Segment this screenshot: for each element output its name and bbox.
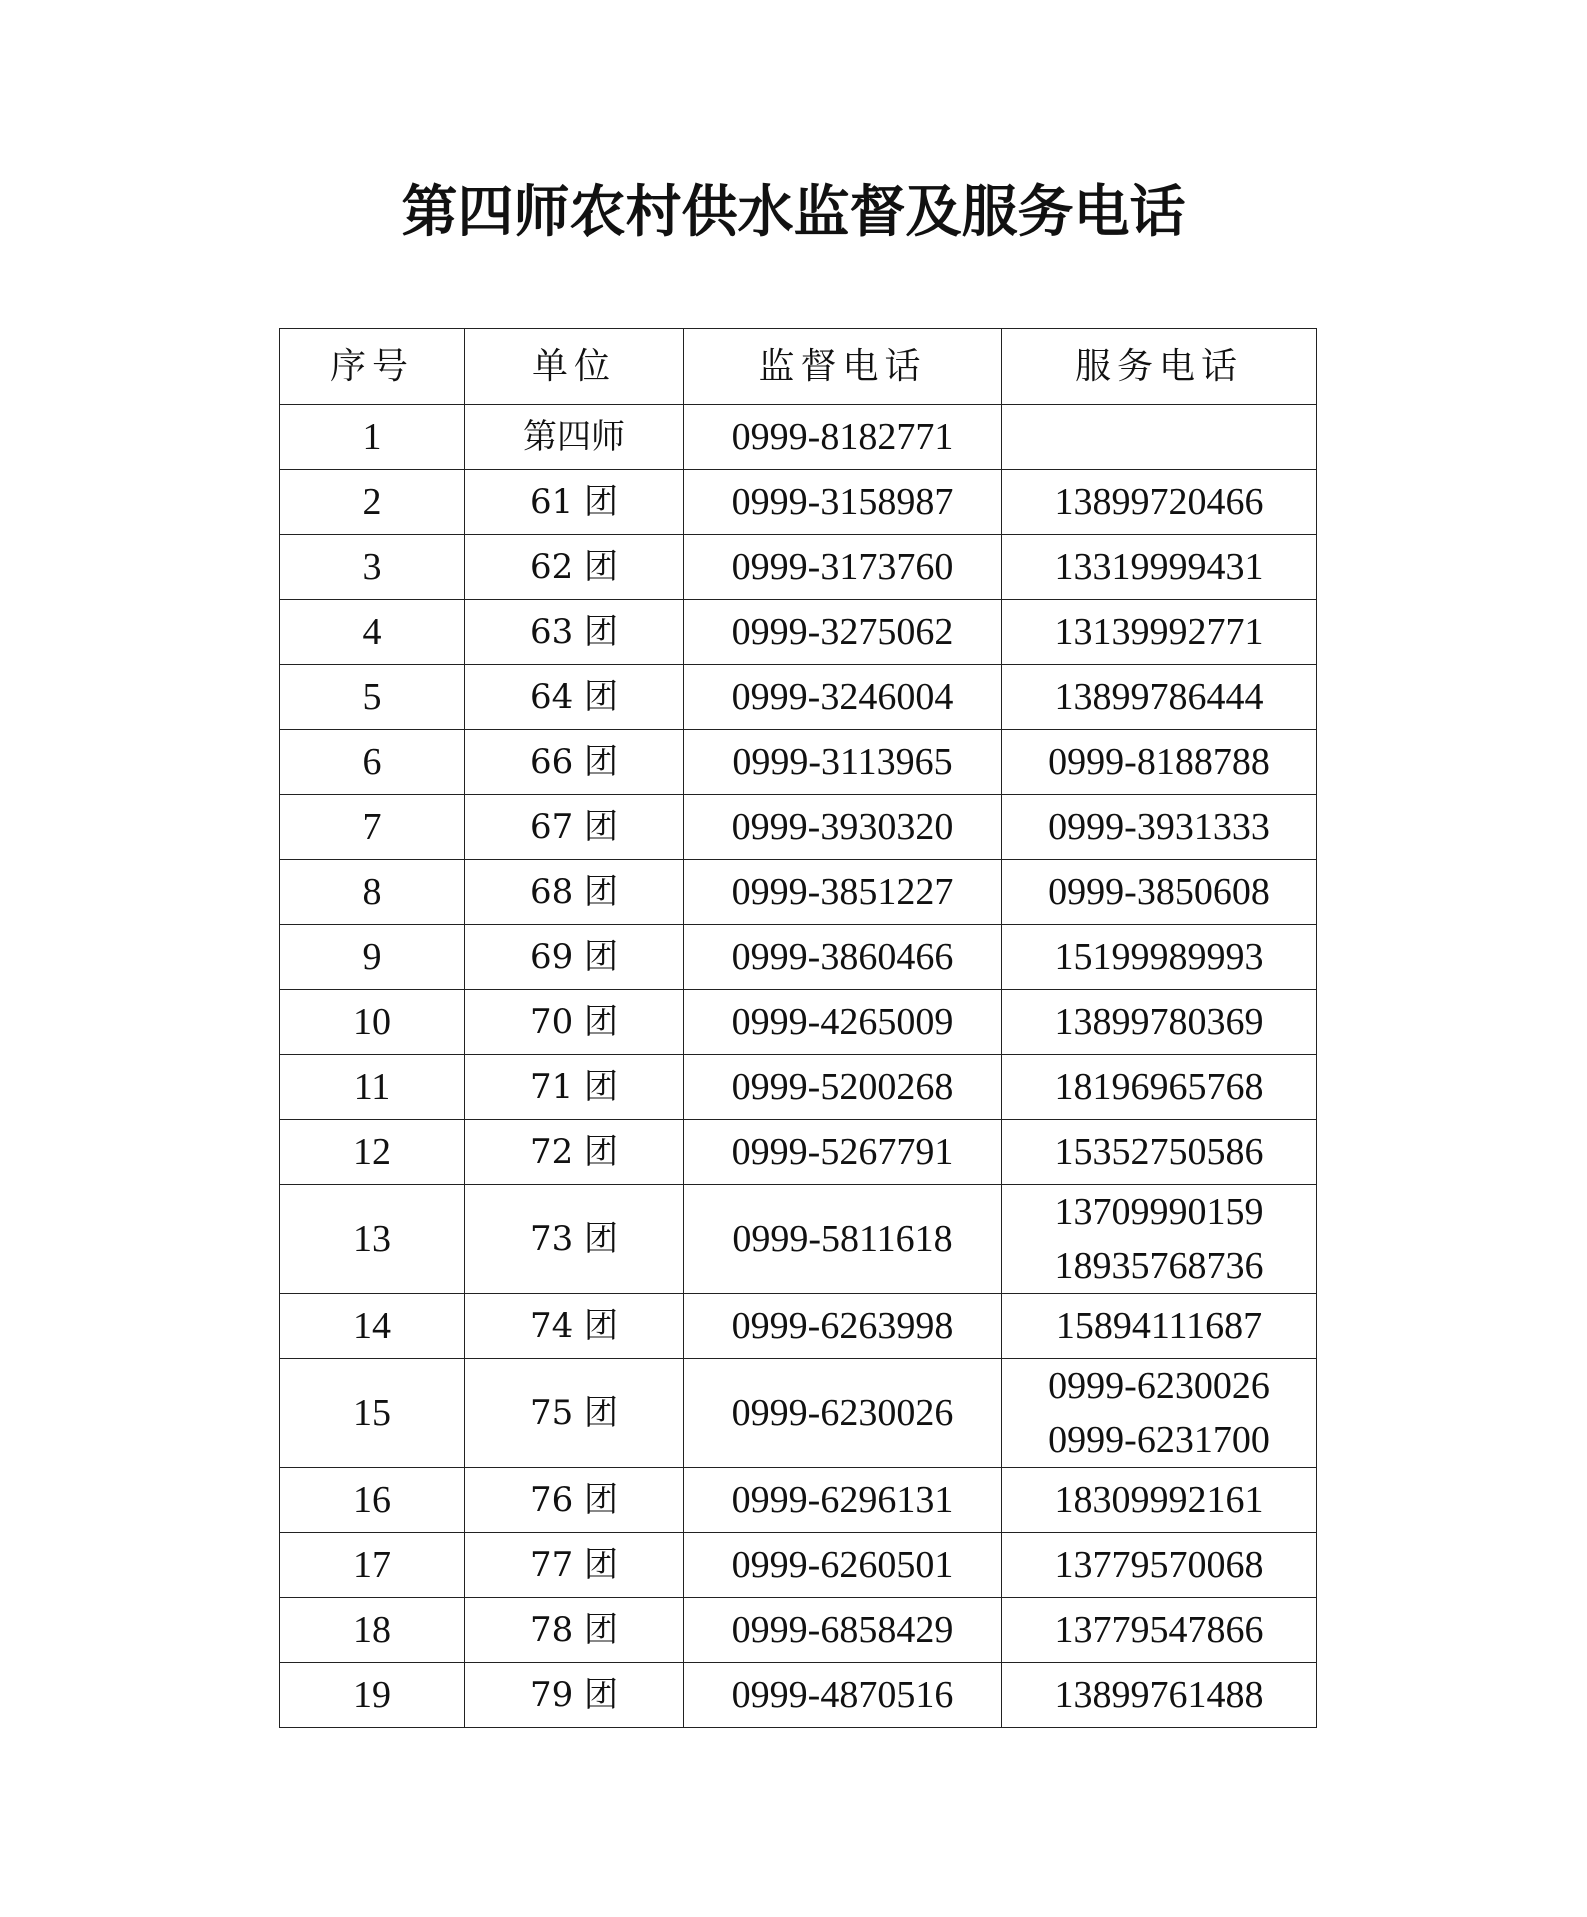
- table-row: [280, 1055, 1317, 1120]
- service-phone-number: 13709990159: [1054, 1191, 1264, 1233]
- table-row: [280, 1598, 1317, 1663]
- cell-supervision-phone: 0999-8182771: [684, 405, 1002, 470]
- service-phone-number: 13139992771: [1054, 611, 1264, 653]
- cell-unit: 62 团: [465, 535, 684, 600]
- service-phone-number: 0999-6231700: [1048, 1419, 1270, 1461]
- service-phone-number: 13899786444: [1054, 676, 1264, 718]
- cell-unit: 71 团: [465, 1055, 684, 1120]
- cell-service-phone: [1002, 1468, 1317, 1533]
- cell-supervision-phone: 0999-6296131: [684, 1468, 1002, 1533]
- cell-supervision-phone: 0999-4870516: [684, 1663, 1002, 1728]
- cell-unit: 64 团: [465, 665, 684, 730]
- cell-unit: 75 团: [465, 1359, 684, 1468]
- cell-supervision-phone: 0999-3851227: [684, 860, 1002, 925]
- cell-no: 16: [280, 1468, 465, 1533]
- cell-service-phone: [1002, 1055, 1317, 1120]
- cell-unit: 76 团: [465, 1468, 684, 1533]
- table-row: [280, 990, 1317, 1055]
- service-phone-number: 0999-3850608: [1048, 871, 1270, 913]
- cell-unit: 67 团: [465, 795, 684, 860]
- cell-supervision-phone: 0999-3173760: [684, 535, 1002, 600]
- table-row: [280, 1533, 1317, 1598]
- cell-unit: 77 团: [465, 1533, 684, 1598]
- service-phone-number: 18309992161: [1054, 1479, 1264, 1521]
- cell-no: 5: [280, 665, 465, 730]
- cell-no: 1: [280, 405, 465, 470]
- cell-supervision-phone: 0999-5267791: [684, 1120, 1002, 1185]
- header-unit: 单位: [465, 329, 684, 405]
- table-row: [280, 470, 1317, 535]
- table-row: [280, 1120, 1317, 1185]
- service-phone-number: 15199989993: [1054, 936, 1264, 978]
- cell-no: 11: [280, 1055, 465, 1120]
- cell-no: 14: [280, 1294, 465, 1359]
- cell-supervision-phone: 0999-3113965: [684, 730, 1002, 795]
- table-row: [280, 600, 1317, 665]
- cell-supervision-phone: 0999-5811618: [684, 1185, 1002, 1294]
- cell-unit: 69 团: [465, 925, 684, 990]
- cell-no: 8: [280, 860, 465, 925]
- cell-supervision-phone: 0999-6858429: [684, 1598, 1002, 1663]
- cell-supervision-phone: 0999-3246004: [684, 665, 1002, 730]
- cell-unit: 第四师: [465, 405, 684, 470]
- cell-service-phone: [1002, 470, 1317, 535]
- table-body: [280, 405, 1317, 1728]
- cell-unit: 61 团: [465, 470, 684, 535]
- cell-no: 13: [280, 1185, 465, 1294]
- table-row: [280, 665, 1317, 730]
- service-phone-number: 18196965768: [1054, 1066, 1264, 1108]
- cell-supervision-phone: 0999-3930320: [684, 795, 1002, 860]
- cell-service-phone: [1002, 600, 1317, 665]
- table-row: [280, 1294, 1317, 1359]
- table-row: [280, 795, 1317, 860]
- cell-no: 15: [280, 1359, 465, 1468]
- service-phone-number: 13899780369: [1054, 1001, 1264, 1043]
- cell-service-phone: [1002, 925, 1317, 990]
- table-row: [280, 1468, 1317, 1533]
- cell-supervision-phone: 0999-3860466: [684, 925, 1002, 990]
- service-phone-number: 0999-8188788: [1048, 741, 1270, 783]
- cell-service-phone: [1002, 1663, 1317, 1728]
- service-phone-number: 13779570068: [1054, 1544, 1264, 1586]
- cell-no: 12: [280, 1120, 465, 1185]
- table-row: [280, 1359, 1317, 1468]
- cell-service-phone: [1002, 990, 1317, 1055]
- cell-supervision-phone: 0999-4265009: [684, 990, 1002, 1055]
- cell-service-phone: [1002, 860, 1317, 925]
- cell-no: 6: [280, 730, 465, 795]
- cell-no: 9: [280, 925, 465, 990]
- cell-supervision-phone: 0999-6260501: [684, 1533, 1002, 1598]
- cell-service-phone: [1002, 405, 1317, 470]
- service-phone-number: 13779547866: [1054, 1609, 1264, 1651]
- header-supervision-phone: 监督电话: [684, 329, 1002, 405]
- cell-service-phone: [1002, 1359, 1317, 1468]
- cell-no: 3: [280, 535, 465, 600]
- cell-unit: 66 团: [465, 730, 684, 795]
- table-row: [280, 730, 1317, 795]
- cell-service-phone: [1002, 1533, 1317, 1598]
- service-phone-number: 13899761488: [1054, 1674, 1264, 1716]
- cell-supervision-phone: 0999-6230026: [684, 1359, 1002, 1468]
- cell-unit: 63 团: [465, 600, 684, 665]
- cell-service-phone: [1002, 1120, 1317, 1185]
- cell-no: 10: [280, 990, 465, 1055]
- table-header-row: [280, 329, 1317, 405]
- cell-no: 19: [280, 1663, 465, 1728]
- cell-supervision-phone: 0999-6263998: [684, 1294, 1002, 1359]
- cell-no: 7: [280, 795, 465, 860]
- cell-unit: 72 团: [465, 1120, 684, 1185]
- table-row: [280, 1663, 1317, 1728]
- cell-no: 18: [280, 1598, 465, 1663]
- service-phone-number: 15894111687: [1055, 1305, 1263, 1347]
- cell-service-phone: [1002, 730, 1317, 795]
- page-title: 第四师农村供水监督及服务电话: [401, 179, 1186, 245]
- header-service-phone: 服务电话: [1002, 329, 1317, 405]
- header-no: 序号: [280, 329, 465, 405]
- table-row: [280, 535, 1317, 600]
- cell-service-phone: [1002, 535, 1317, 600]
- service-phone-number: 13319999431: [1054, 546, 1264, 588]
- cell-service-phone: [1002, 1294, 1317, 1359]
- cell-service-phone: [1002, 665, 1317, 730]
- cell-unit: 78 团: [465, 1598, 684, 1663]
- table-row: [280, 925, 1317, 990]
- phone-table: [279, 328, 1317, 1728]
- cell-service-phone: [1002, 1185, 1317, 1294]
- cell-no: 4: [280, 600, 465, 665]
- table-row: [280, 860, 1317, 925]
- cell-supervision-phone: 0999-5200268: [684, 1055, 1002, 1120]
- cell-service-phone: [1002, 795, 1317, 860]
- cell-unit: 70 团: [465, 990, 684, 1055]
- cell-unit: 74 团: [465, 1294, 684, 1359]
- service-phone-number: 0999-6230026: [1048, 1365, 1270, 1407]
- cell-unit: 73 团: [465, 1185, 684, 1294]
- service-phone-number: 0999-3931333: [1048, 806, 1270, 848]
- table-row: [280, 1185, 1317, 1294]
- service-phone-number: 13899720466: [1054, 481, 1264, 523]
- cell-no: 17: [280, 1533, 465, 1598]
- cell-supervision-phone: 0999-3158987: [684, 470, 1002, 535]
- cell-supervision-phone: 0999-3275062: [684, 600, 1002, 665]
- service-phone-number: 18935768736: [1054, 1245, 1264, 1287]
- cell-unit: 79 团: [465, 1663, 684, 1728]
- cell-service-phone: [1002, 1598, 1317, 1663]
- service-phone-number: 15352750586: [1054, 1131, 1264, 1173]
- table-row: [280, 405, 1317, 470]
- cell-no: 2: [280, 470, 465, 535]
- cell-unit: 68 团: [465, 860, 684, 925]
